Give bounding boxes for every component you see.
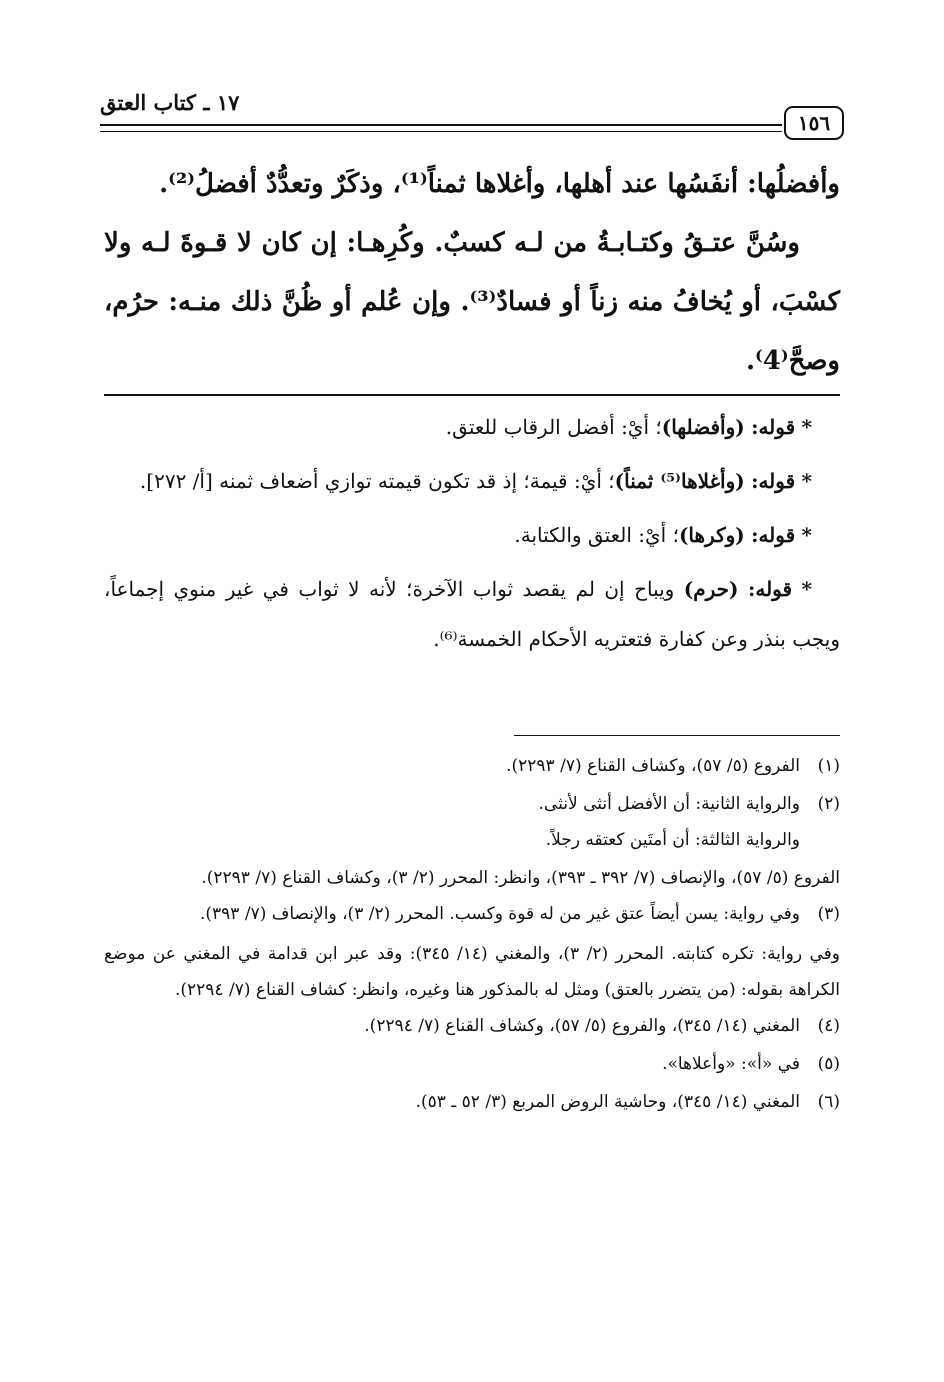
footnote — [104, 1084, 840, 1120]
footnote — [104, 786, 840, 858]
footnote-number: (٦) — [817, 1092, 840, 1112]
footnote-continuation: وفي رواية: تكره كتابته. المحرر (٢/ ٣)، والمغني (١٤/ ٣٤٥): وقد عبر ابن قدامة في المغني عن موضع الكراهة بقوله: (من يتضرر بالعتق) ومثل له بالمذكور هنا وغيره، وانظر: كشاف القناع (٧/ ٢٢٩٤). — [104, 944, 840, 1000]
footnote-number: (٤) — [817, 1016, 840, 1036]
footnote-number: (١) — [817, 756, 840, 776]
commentary-text: ؛ أيْ: العتق والكتابة. — [514, 523, 679, 547]
main-text — [104, 155, 840, 391]
commentary-quote: (وأغلاها⁽⁵⁾ ثمناً) — [614, 469, 745, 493]
footnote-number: (٣) — [817, 904, 840, 924]
commentary-quote: (وأفضلها) — [661, 415, 745, 439]
commentary-text: ؛ أيْ: قيمة؛ إذ قد تكون قيمته توازي أضعاف ثمنه [أ/ ٢٧٢]. — [139, 469, 615, 493]
commentary-paragraph — [104, 402, 840, 452]
main-text-paragraph: وسُنَّ عتـقُ وكتـابـةُ من لـه كسبٌ. وكُرِهـا: إن كان لا قـوةَ لـه ولا كسْبَ، أو يُخافُ منه زناً أو فسادٌ⁽³⁾. وإن عُلم أو ظُنَّ ذلك منـه: حرُم، وصحَّ⁽4⁾. — [104, 228, 840, 376]
footnote-text: في «أ»: «وأعلاها». — [662, 1054, 800, 1074]
running-header — [100, 88, 844, 148]
asterisk-icon: * — [801, 469, 812, 493]
commentary-paragraph — [104, 456, 840, 506]
footnote — [104, 1008, 840, 1044]
commentary-lead: قوله: — [751, 523, 796, 547]
footnote-text: المغني (١٤/ ٣٤٥)، والفروع (٥/ ٥٧)، وكشاف القناع (٧/ ٢٢٩٤). — [364, 1016, 800, 1036]
asterisk-icon: * — [801, 415, 812, 439]
footnote — [104, 748, 840, 784]
footnotes — [104, 748, 840, 1122]
chapter-title: ١٧ ـ كتاب العتق — [100, 90, 240, 115]
footnote-number: (٥) — [817, 1054, 840, 1074]
footnote-text: المغني (١٤/ ٣٤٥)، وحاشية الروض المربع (٣/ ٥٢ ـ ٥٣). — [415, 1092, 800, 1112]
header-rule — [100, 124, 782, 132]
commentary-lead: قوله: — [751, 469, 796, 493]
asterisk-icon: * — [801, 523, 812, 547]
commentary-paragraph — [104, 564, 840, 664]
footnote-text: وفي رواية: يسن أيضاً عتق غير من له قوة وكسب. المحرر (٢/ ٣)، والإنصاف (٧/ ٣٩٣). — [199, 904, 800, 924]
footnote-text: الفروع (٥/ ٥٧)، وكشاف القناع (٧/ ٢٢٩٣). — [506, 756, 800, 776]
footnote-number: (٢) — [817, 794, 840, 814]
commentary-lead: قوله: — [747, 577, 793, 601]
commentary-text: ؛ أيْ: أفضل الرقاب للعتق. — [445, 415, 662, 439]
footnote — [104, 1046, 840, 1082]
commentary-lead: قوله: — [751, 415, 796, 439]
commentary-paragraph — [104, 510, 840, 560]
page-number: ١٥٦ — [784, 106, 844, 140]
asterisk-icon: * — [801, 577, 813, 601]
footnote-divider — [514, 735, 840, 736]
main-text-paragraph: وأفضلُها: أنفَسُها عند أهلها، وأغلاها ثمناً⁽¹⁾، وذكَرٌ وتعدُّدٌ أفضلُ⁽²⁾. — [159, 169, 840, 199]
commentary-divider — [104, 394, 840, 396]
commentary-quote: (وكرها) — [678, 523, 745, 547]
footnote — [104, 896, 840, 932]
commentary-quote: (حرم) — [683, 577, 739, 601]
footnote-continuation: الفروع (٥/ ٥٧)، والإنصاف (٧/ ٣٩٢ ـ ٣٩٣)، وانظر: المحرر (٢/ ٣)، وكشاف القناع (٧/ ٢٢٩٣). — [201, 868, 840, 888]
footnote-text: والرواية الثالثة: أن أمتَين كعتقه رجلاً. — [545, 830, 800, 850]
commentary — [104, 402, 840, 668]
footnote-text: والرواية الثانية: أن الأفضل أنثى لأنثى. — [538, 794, 800, 814]
commentary-text: ويباح إن لم يقصد ثواب الآخرة؛ لأنه لا ثواب في غير منوي إجماعاً، ويجب بنذر وعن كفارة فتعتريه الأحكام الخمسة⁽⁶⁾. — [104, 577, 840, 651]
